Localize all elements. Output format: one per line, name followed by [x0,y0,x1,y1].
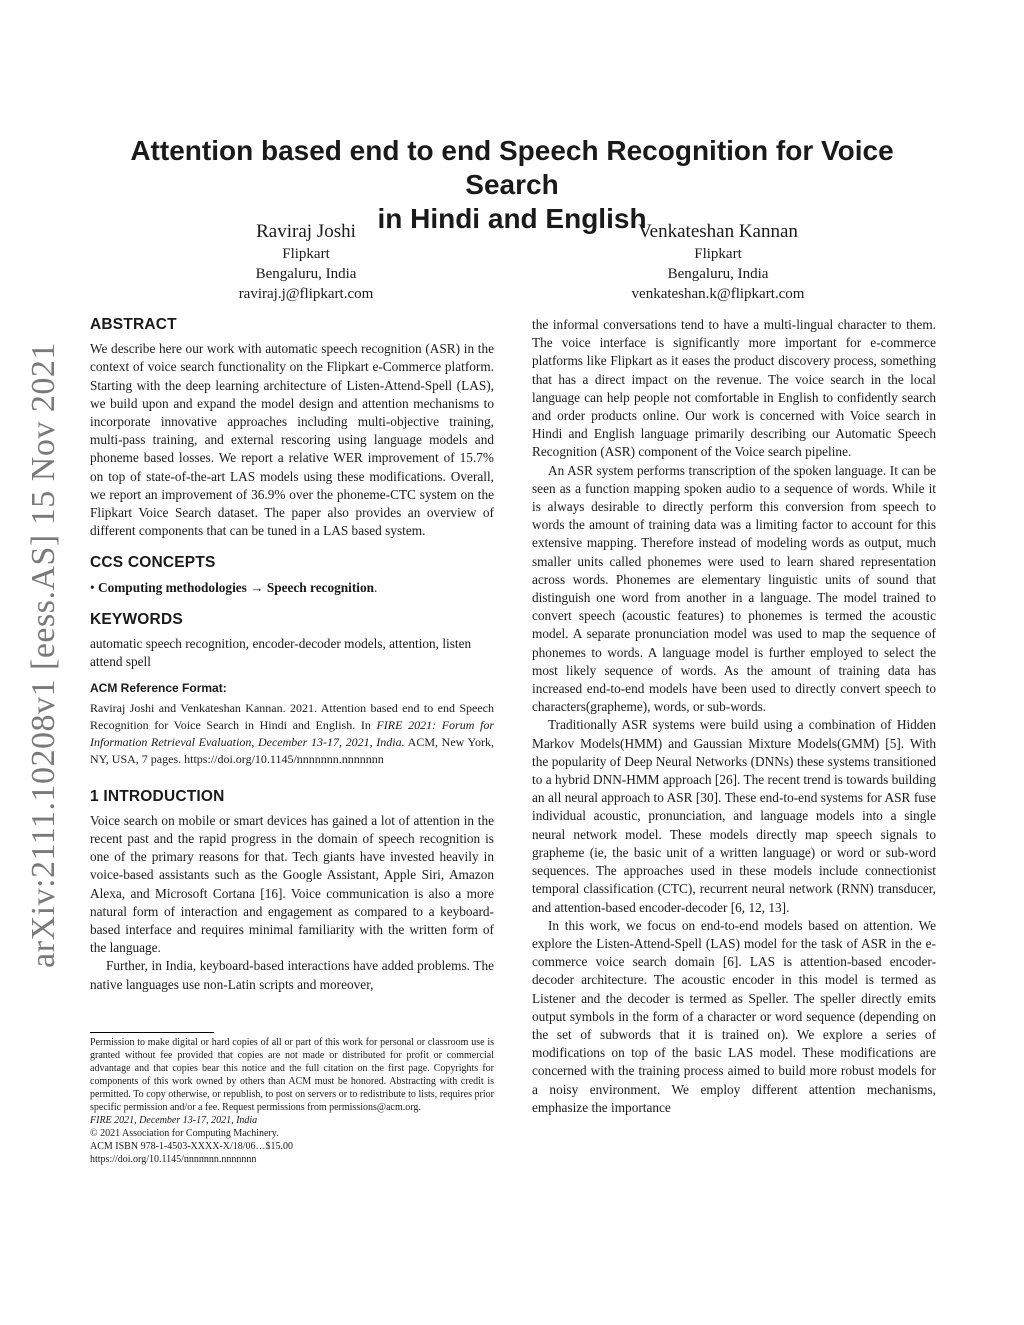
footnote-divider [90,1032,214,1033]
ccs-heading: CCS CONCEPTS [90,554,216,572]
footnote-permission: Permission to make digital or hard copies of all or part of this work for personal or classroom use is granted without fee provided that copies are not made or distributed for profit or commercial advantage and that copies bear this notice and the full citation on the first page. Copyrights for components of this work owned by others than ACM must be honored. Abstracting with credit is permitted. To copy otherwise, or republish, to post on servers or to redistribute to lists, requires prior specific permission and/or a fee. Request permissions from permissions@acm.org. [90,1037,494,1113]
title-line-2: in Hindi and English [377,203,647,234]
title-line-1: Attention based end to end Speech Recognition for Voice Search [130,135,894,200]
introduction-heading: 1 INTRODUCTION [90,787,225,805]
footnote-permission-block [90,1036,494,1166]
abstract-text: We describe here our work with automatic speech recognition (ASR) in the context of voice search functionality on the Flipkart e-Commerce platform. Starting with the deep learning architecture of Listen-Attend-Spell (LAS), we build upon and expand the model design and attention mechanisms to incorporate innovative approaches including multi-objective training, multi-pass training, and external rescoring using language models and phoneme based losses. We report a relative WER improvement of 15.7% on top of state-of-the-art LAS models using these modifications. Overall, we report an improvement of 36.9% over the phoneme-CTC system on the Flipkart Voice Search dataset. The paper also provides an overview of different components that can be tuned in a LAS based system. [90,341,494,539]
introduction-paragraph-1: Voice search on mobile or smart devices has gained a lot of attention in the recent past and the rapid progress in the domain of speech recognition is one of the primary reasons for that. Tech giants have invested heavily in voice-based assistants such as the Google Assistant, Apple Siri, Amazon Alexa, and Microsoft Cortana [16]. Voice communication is also a more natural form of interaction and engagement as compared to a keyboard-based interface and requires minimal familiarity with the written form of the language. [90,812,494,956]
footnote-doi[interactable]: https://doi.org/10.1145/nnnnnnn.nnnnnnn [90,1154,257,1165]
left-column [90,316,494,994]
ccs-arrow: → [250,579,264,595]
author-block-2 [548,220,888,304]
author-name: Venkateshan Kannan [638,221,798,242]
ccs-subconcept: Speech recognition [266,579,375,595]
arxiv-identifier-stamp: arXiv:2111.10208v1 [eess.AS] 15 Nov 2021 [25,342,62,968]
abstract-heading: ABSTRACT [90,316,177,333]
ccs-bullet: • [90,579,95,595]
author-block-1 [136,220,476,304]
author-location: Bengaluru, India [667,266,769,282]
acm-reference-publisher: ACM, New York, NY, USA, 7 pages. https://doi.org/10.1145/nnnnnnn.nnnnnnn [90,734,495,766]
keywords-text: automatic speech recognition, encoder-decoder models, attention, listen attend spell [90,636,472,670]
ccs-concept: Computing methodologies [97,579,247,595]
author-email[interactable]: venkateshan.k@flipkart.com [631,286,805,302]
author-affiliation: Flipkart [282,246,330,262]
right-paragraph-2: An ASR system performs transcription of the spoken language. It can be seen as a function mapping spoken audio to a sequence of words. While it is always desirable to directly perform this conversion from speech to words the amount of training data was a limiting factor to account for this extensive mapping. Therefore instead of modeling words as output, much smaller units called phonemes were used to learn shared representation across words. Phonemes are elementary linguistic units of sound that distinguish one word from another in a language. The model trained to convert speech (acoustic features) to phonemes is termed the acoustic model. A separate pronunciation model was used to map the sequence of phonemes to words. A language model is further employed to select the most likely sequence of words. As the amount of training data has increased end-to-end models have been used to directly convert speech to characters(grapheme), words, or sub-words. [532,462,936,715]
right-column [532,316,936,1117]
author-name: Raviraj Joshi [256,221,356,242]
author-email[interactable]: raviraj.j@flipkart.com [238,286,374,302]
author-affiliation: Flipkart [694,246,742,262]
right-paragraph-4: In this work, we focus on end-to-end models based on attention. We explore the Listen-Attend-Spell (LAS) model for the task of ASR in the e-commerce voice search domain [6]. LAS is attention-based encoder-decoder architecture. The acoustic encoder in this model is termed as Listener and the decoder is termed as Speller. The speller directly emits output symbols in the form of a character or word sequence (depending on the set of subwords that it is trained on). We explore a series of modifications on top of the basic LAS model. These modifications are concerned with the training process aimed to build more robust models for a noisy environment. We employ different attention mechanisms, emphasize the importance [532,917,936,1115]
acm-reference-heading: ACM Reference Format: [90,681,227,696]
introduction-paragraph-2: Further, in India, keyboard-based interactions have added problems. The native languages use non-Latin scripts and moreover, [90,958,494,992]
right-paragraph-1: the informal conversations tend to have a multi-lingual character to them. The voice interface is significantly more important for e-commerce platforms like Flipkart as it eases the product discovery process, something that has a direct impact on the revenue. The voice search in the local language can help people not comfortable in English to confidently search and order products online. Our work is concerned with Voice search in Hindi and English language primarily describing our Automatic Speech Recognition (ASR) component of the Voice search pipeline. [532,317,936,460]
footnote-copyright: © 2021 Association for Computing Machinery. [90,1128,279,1139]
ccs-period: . [374,579,378,595]
author-location: Bengaluru, India [255,266,357,282]
acm-reference-text [90,700,494,768]
keywords-heading: KEYWORDS [90,610,183,628]
right-paragraph-3: Traditionally ASR systems were build using a combination of Hidden Markov Models(HMM) and Gaussian Mixture Models(GMM) [5]. With the popularity of Deep Neural Networks (DNNs) these systems transitioned to a hybrid DNN-HMM approach [26]. The recent trend is towards building an all neural approach to ASR [30]. These end-to-end systems for ASR fuse individual acoustic, pronunciation, and language models into a single neural network model. These models directly map speech signals to grapheme (ie, the basic unit of a written language) or word or sub-word sequences. The approaches used in these models include connectionist temporal classification (CTC), recurrent neural network (RNN) transducer, and attention-based encoder-decoder [6, 12, 13]. [532,717,936,915]
acm-reference-authors: Raviraj Joshi and Venkateshan Kannan. 2021. Attention based end to end Speech Recognition for Voice Search in Hindi and English. In [90,700,494,732]
acm-reference-venue: FIRE 2021: Forum for Information Retrieval Evaluation, December 13-17, 2021, India. [90,717,494,749]
ccs-concepts [90,579,494,597]
footnote-isbn: ACM ISBN 978-1-4503-XXXX-X/18/06…$15.00 [90,1141,294,1152]
footnote-conference: FIRE 2021, December 13-17, 2021, India [90,1115,258,1126]
